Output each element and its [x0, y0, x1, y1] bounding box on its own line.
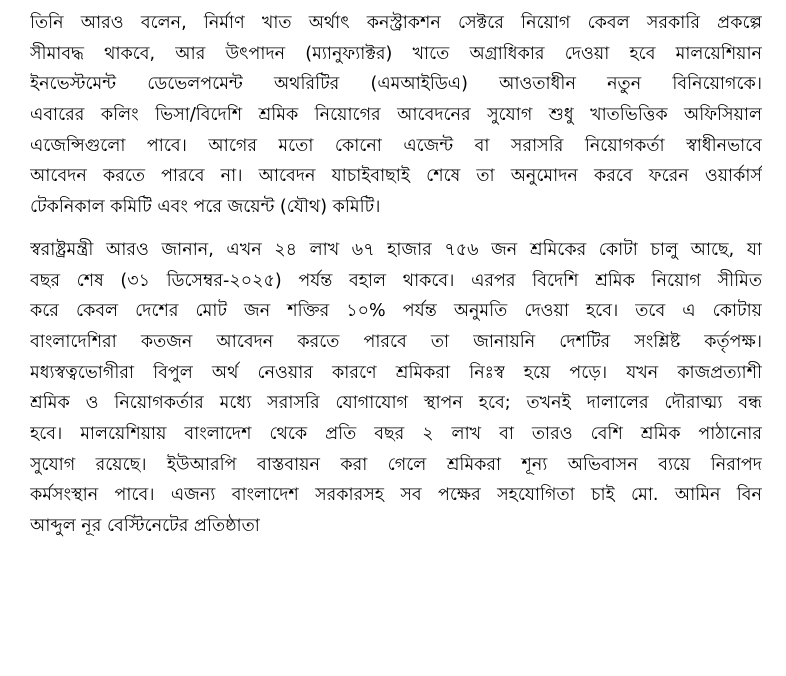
paragraph-1 — [30, 8, 762, 223]
text-line: স্বরাষ্ট্রমন্ত্রী আরও জানান, এখন ২৪ লাখ ৬৭ হাজার ৭৫৬ জন শ্রমিকের কোটা চালু আছে, যা — [30, 239, 762, 260]
text-line: বছর শেষ (৩১ ডিসেম্বর-২০২৫) পর্যন্ত বহাল থাকবে। এরপর বিদেশি শ্রমিক নিয়োগ সীমিত — [30, 270, 762, 291]
article-body — [30, 8, 762, 542]
text-line: আবেদন করতে পারবে না। আবেদন যাচাইবাছাই শেষে তা অনুমোদন করবে ফরেন ওয়ার্কার্স — [30, 166, 762, 187]
text-line: সীমাবদ্ধ থাকবে, আর উৎপাদন (ম্যানুফ্যাক্টর) খাতে অগ্রাধিকার দেওয়া হবে মালয়েশিয়ান — [30, 43, 762, 64]
text-line: টেকনিকাল কমিটি এবং পরে জয়েন্ট (যৌথ) কমিটি। — [30, 197, 381, 218]
text-line: এজেন্সিগুলো পাবে। আগের মতো কোনো এজেন্ট বা সরাসরি নিয়োগকর্তা স্বাধীনভাবে — [30, 135, 762, 156]
paragraph-2 — [30, 235, 762, 542]
text-line: সুযোগ রয়েছে। ইউআরপি বাস্তবায়ন করা গেলে শ্রমিকরা শূন্য অভিবাসন ব্যয়ে নিরাপদ — [30, 454, 762, 475]
text-line: মধ্যস্বত্বভোগীরা বিপুল অর্থ নেওয়ার কারণে শ্রমিকরা নিঃস্ব হয়ে পড়ে। যখন কাজপ্রত্যাশী — [30, 362, 762, 383]
text-line: ইনভেস্টমেন্ট ডেভেলপমেন্ট অথরিটির (এমআইডিএ) আওতাধীন নতুন বিনিয়োগকে। — [30, 74, 762, 95]
text-line: করে কেবল দেশের মোট জন শক্তির ১০% পর্যন্ত অনুমতি দেওয়া হবে। তবে এ কোটায় — [30, 301, 762, 322]
text-line: তিনি আরও বলেন, নির্মাণ খাত অর্থাৎ কনস্ট্রাকশন সেক্টরে নিয়োগ কেবল সরকারি প্রকল্পে — [30, 13, 762, 33]
paragraph-gap — [30, 223, 762, 235]
text-line: হবে। মালয়েশিয়ায় বাংলাদেশ থেকে প্রতি বছর ২ লাখ বা তারও বেশি শ্রমিক পাঠানোর — [30, 423, 762, 444]
text-line: বাংলাদেশিরা কতজন আবেদন করতে পারবে তা জানায়নি দেশটির সংশ্লিষ্ট কর্তৃপক্ষ। — [30, 331, 762, 352]
text-line: এবারের কলিং ভিসা/বিদেশি শ্রমিক নিয়োগের আবেদনের সুযোগ শুধু খাতভিত্তিক অফিসিয়াল — [30, 105, 762, 126]
text-line: আব্দুল নূর বেস্টিনেটের প্রতিষ্ঠাতা — [30, 516, 260, 536]
text-line: শ্রমিক ও নিয়োগকর্তার মধ্যে সরাসরি যোগাযোগ স্থাপন হবে; তখনই দালালের দৌরাত্ম্য বন্ধ — [30, 393, 762, 414]
text-line: কর্মসংস্থান পাবে। এজন্য বাংলাদেশ সরকারসহ সব পক্ষের সহযোগিতা চাই মো. আমিন বিন — [30, 485, 762, 506]
